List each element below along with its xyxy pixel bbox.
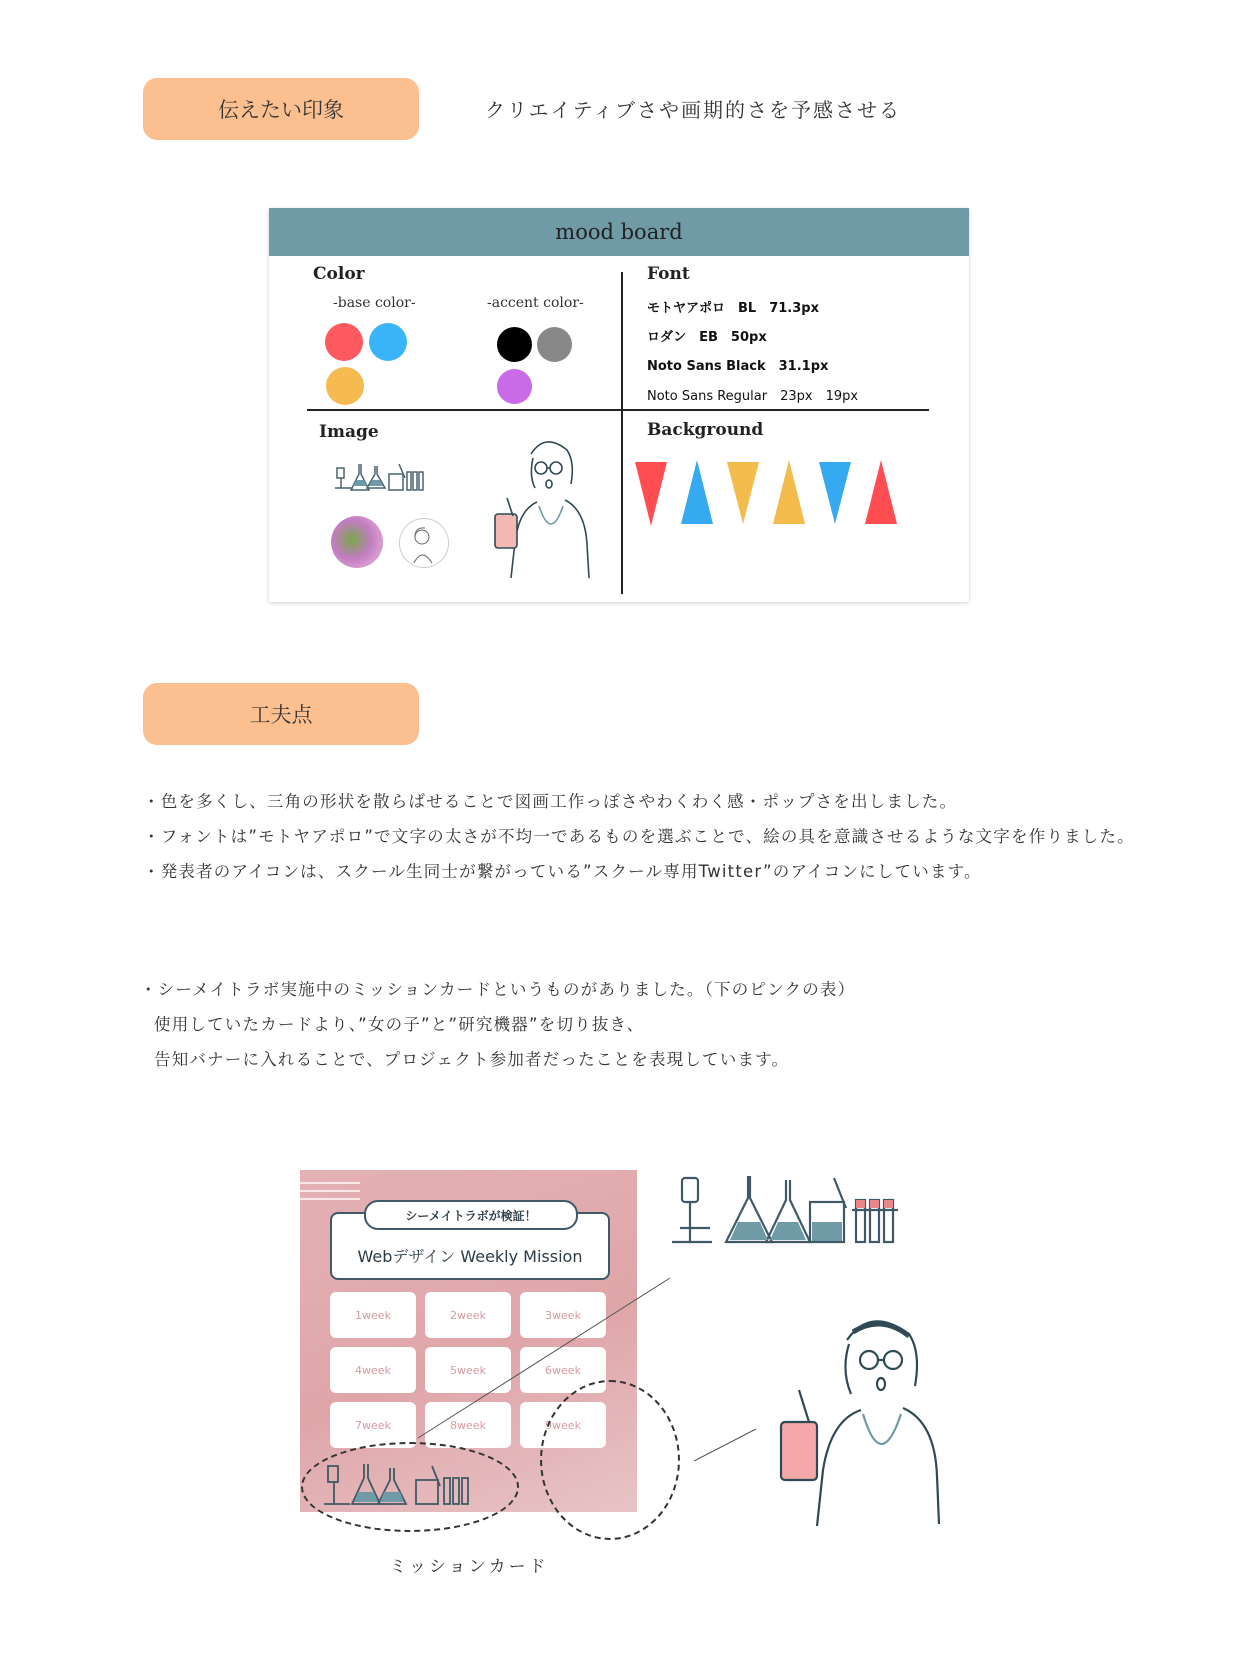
accent-color-swatch-purple (497, 369, 532, 404)
mood-board-title: mood board (555, 220, 683, 244)
week-cell: 1week (330, 1292, 416, 1338)
week-cell: 5week (425, 1347, 511, 1393)
week-cell: 3week (520, 1292, 606, 1338)
background-heading: Background (647, 420, 764, 440)
ideas-bullet: ・フォントは”モトヤアポロ”で文字の太さが不均一であるものを選ぶことで、絵の具を意識させるような文字を作りました。 (143, 827, 1135, 846)
paragraph-line: 告知バナーに入れることで、プロジェクト参加者だったことを表現しています。 (154, 1050, 790, 1069)
impression-statement: クリエイティブさや画期的さを予感させる (485, 98, 901, 122)
week-cell: 2week (425, 1292, 511, 1338)
mission-card-caption: ミッションカード (389, 1557, 549, 1577)
week-cell: 4week (330, 1347, 416, 1393)
connector-lines (410, 1270, 710, 1460)
week-cell: 7week (330, 1402, 416, 1448)
font-sample-rodin: ロダン EB 50px (647, 330, 767, 345)
week-cell: 8week (425, 1402, 511, 1448)
mission-card-title: Webデザイン Weekly Mission (357, 1247, 583, 1266)
impression-label (143, 78, 419, 140)
girl-illustration (489, 428, 599, 580)
font-sample-motoya: モトヤアポロ BL 71.3px (647, 301, 819, 316)
mission-card-tag: シーメイトラボが検証！ (364, 1200, 578, 1230)
large-lab-equipment-icon (668, 1170, 922, 1248)
background-triangle (773, 460, 805, 524)
background-triangle (865, 460, 897, 524)
ideas-bullet-list (143, 784, 1135, 889)
background-triangle (819, 462, 851, 524)
horizontal-divider (307, 409, 929, 411)
accent-color-swatch-gray (537, 327, 572, 362)
mood-board-header (269, 208, 969, 256)
font-heading: Font (647, 264, 690, 284)
accent-color-label: -accent color- (487, 295, 584, 311)
ideas-label (143, 683, 419, 745)
vertical-divider (621, 272, 623, 594)
base-color-swatch-yellow (326, 367, 364, 405)
lab-equipment-icon (333, 460, 429, 494)
base-color-swatch-red (325, 323, 363, 361)
background-triangle (681, 460, 713, 524)
week-cell: 6week (520, 1347, 606, 1393)
base-color-swatch-blue (369, 323, 407, 361)
background-triangle (727, 462, 759, 524)
accent-color-swatch-black (497, 327, 532, 362)
font-sample-noto-black: Noto Sans Black 31.1px (647, 359, 829, 374)
presenter-avatar (399, 518, 449, 568)
large-girl-illustration (775, 1310, 945, 1530)
background-triangles (629, 458, 929, 548)
paragraph-line: ・シーメイトラボ実施中のミッションカードというものがありました。（下のピンクの表） (140, 980, 856, 999)
mission-card-paragraph (140, 972, 855, 1077)
ideas-label-text: 工夫点 (249, 703, 313, 727)
background-triangle (635, 462, 667, 526)
ideas-bullet: ・発表者のアイコンは、スクール生同士が繋がっている”スクール専用Twitter”のアイコンにしています。 (143, 862, 982, 881)
color-heading: Color (313, 264, 365, 284)
paragraph-line: 使用していたカードより、”女の子”と”研究機器”を切り抜き、 (154, 1015, 645, 1034)
connector-line-girl (690, 1425, 760, 1465)
mood-board (269, 208, 969, 602)
image-heading: Image (319, 422, 379, 442)
week-cell: 9week (520, 1402, 606, 1448)
font-sample-noto-regular: Noto Sans Regular 23px 19px (647, 389, 859, 404)
flower-photo-avatar (331, 516, 383, 568)
base-color-label: -base color- (333, 295, 416, 311)
ideas-bullet: ・色を多くし、三角の形状を散らばせることで図画工作っぽさやわくわく感・ポップさを出しました。 (143, 792, 958, 811)
impression-label-text: 伝えたい印象 (218, 98, 344, 122)
